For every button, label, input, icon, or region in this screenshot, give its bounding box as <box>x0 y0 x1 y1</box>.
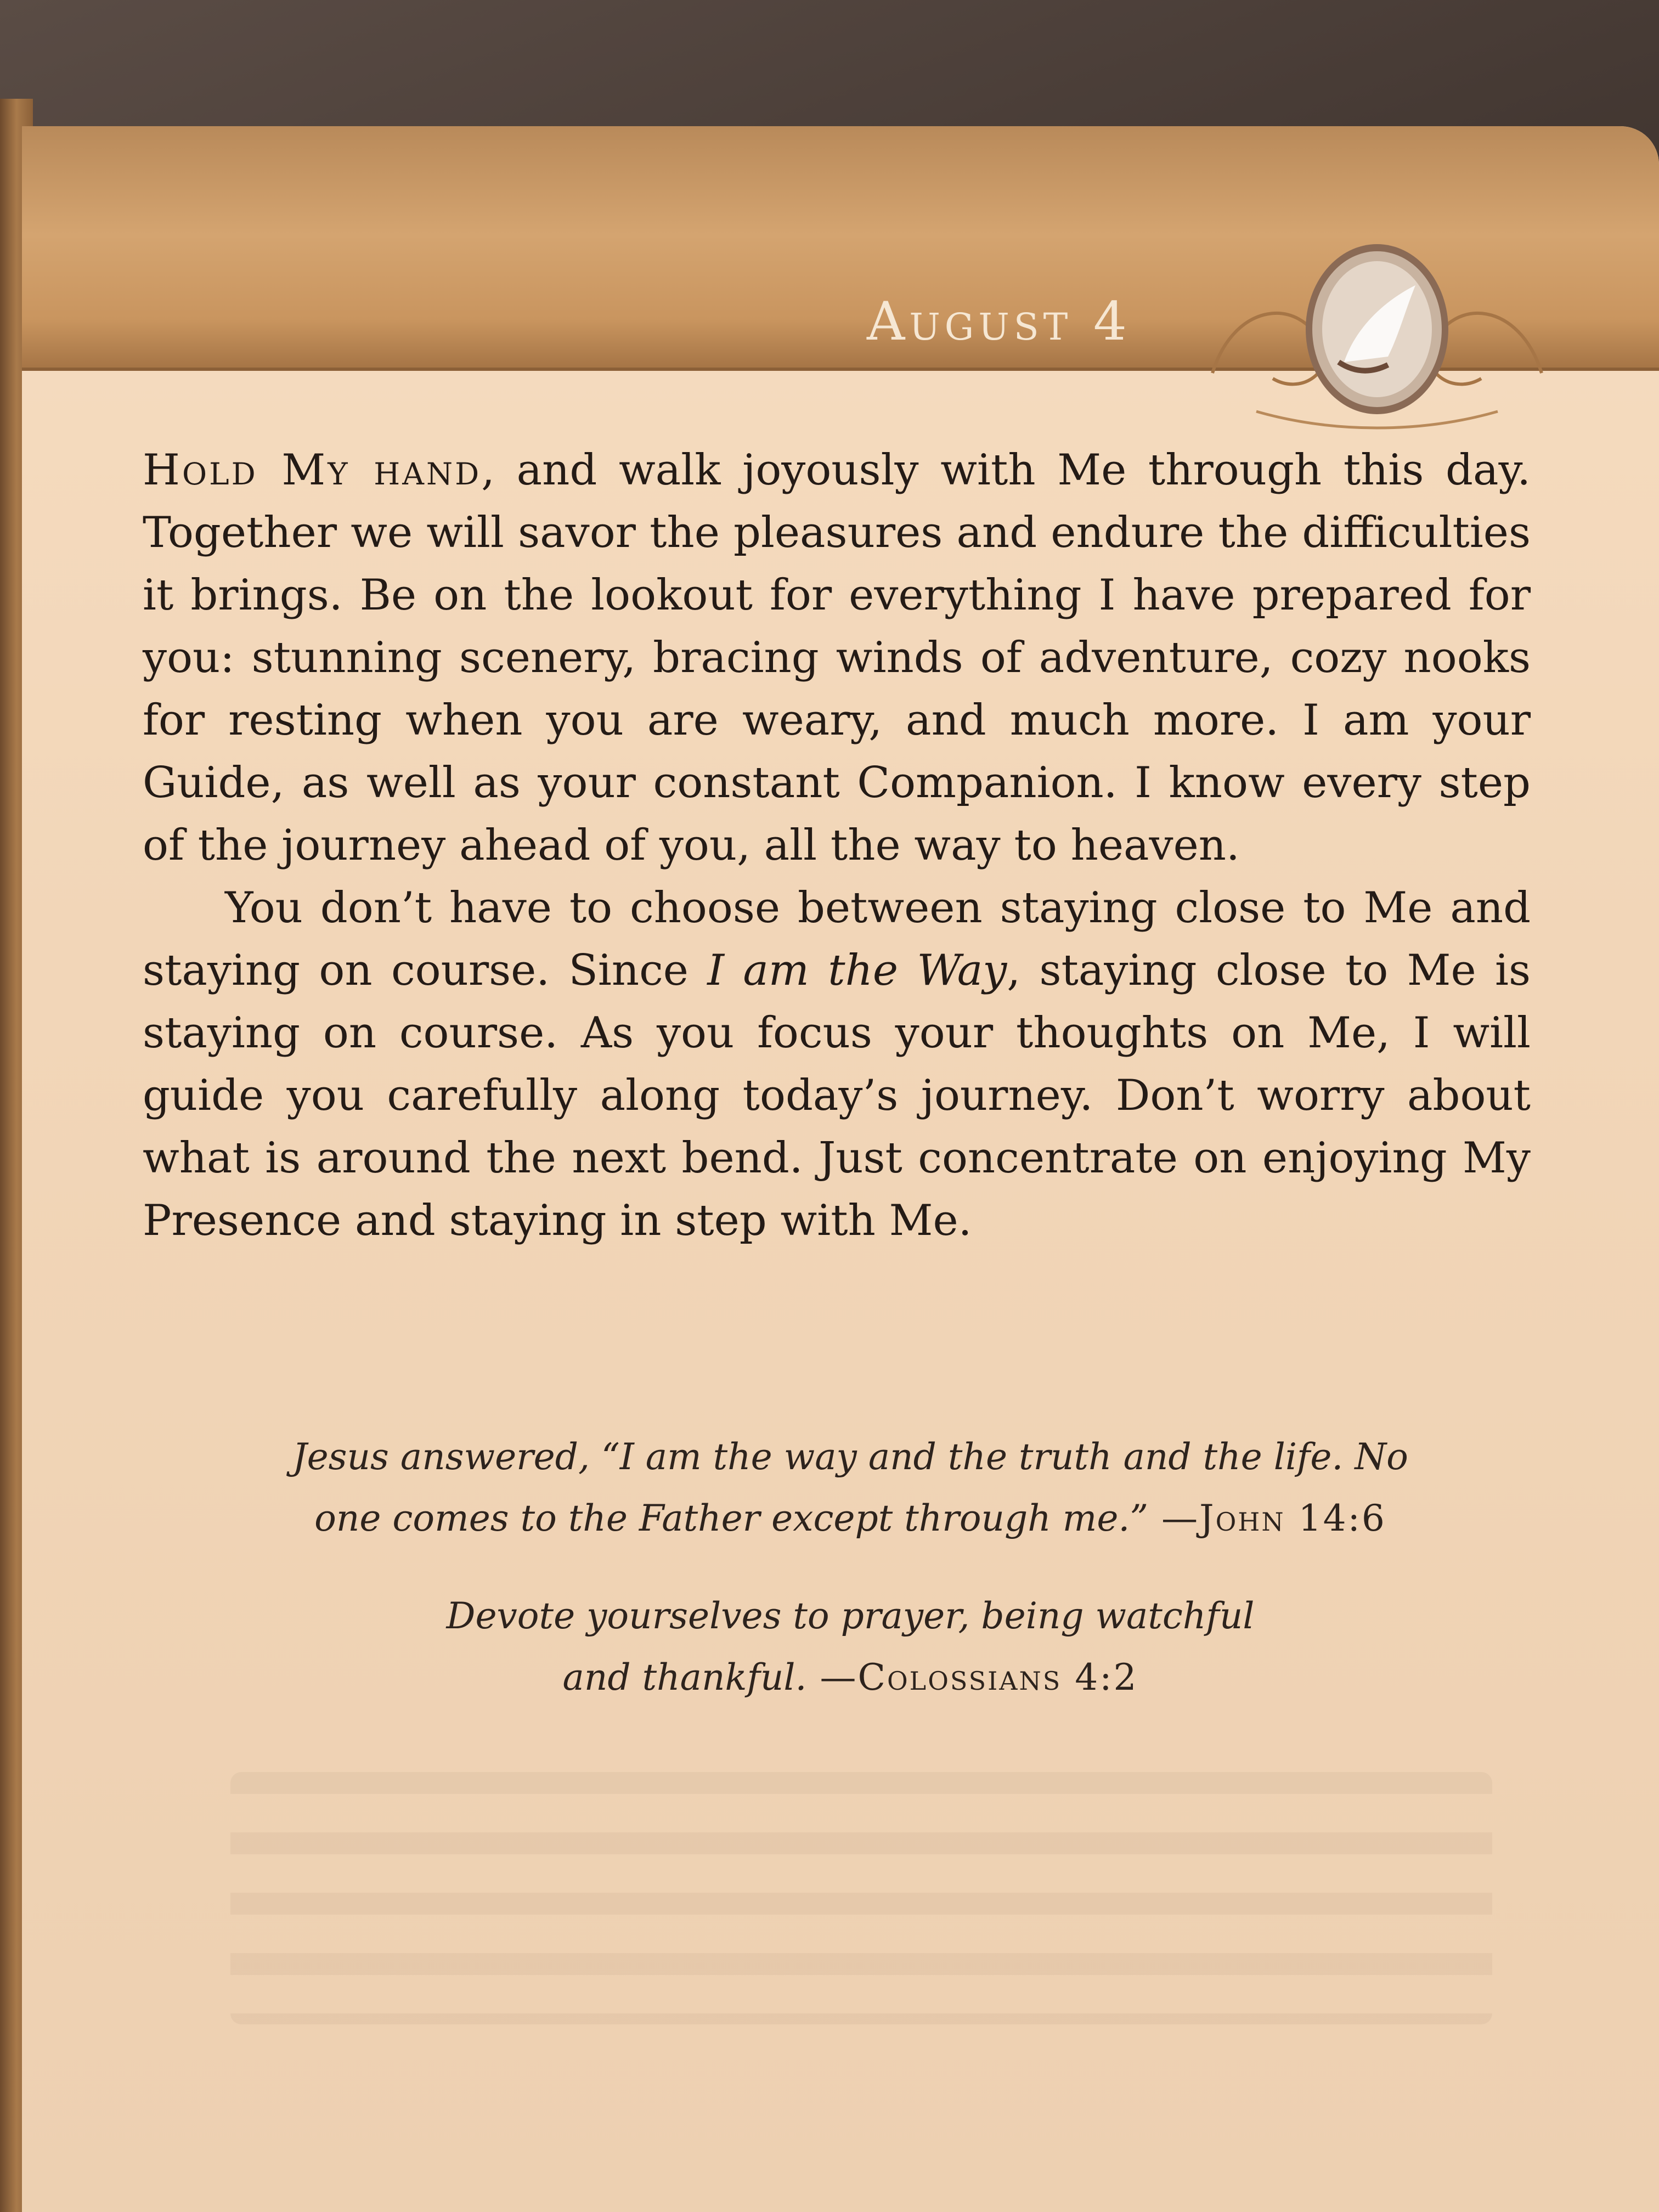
scripture-john <box>252 1426 1448 1549</box>
scripture-colossians <box>252 1585 1448 1708</box>
devotional-text <box>143 439 1531 1252</box>
paragraph-1 <box>143 439 1531 877</box>
show-through-text <box>230 1772 1492 2024</box>
paragraph-2-rest: , staying close to Me is staying on course. As you focus your thoughts on Me, I will guide you carefully along today’s journey. Don’t worry about what is around the next bend. Just concentrate on enjoying My Presence and staying in step with Me. <box>143 946 1531 1245</box>
scripture-john-line-2: one comes to the Father except through me.” <box>314 1497 1149 1539</box>
page-date: August 4 <box>867 291 1131 352</box>
paragraph-2 <box>143 877 1531 1252</box>
scripture-john-reference: —John 14:6 <box>1148 1497 1386 1539</box>
scripture-john-line-1: Jesus answered, “I am the way and the truth and the life. No <box>292 1436 1408 1478</box>
paragraph-2-start: You don’t have to choose between staying close to Me and staying on course. Since <box>143 883 1531 995</box>
scripture-colossians-line-2: and thankful. <box>562 1656 807 1699</box>
dove-medallion-icon <box>1190 236 1564 433</box>
lead-in: Hold My hand <box>143 445 482 495</box>
scripture-colossians-line-1: Devote yourselves to prayer, being watchful <box>446 1595 1255 1637</box>
book-page <box>22 126 1659 2212</box>
paragraph-1-text: , and walk joyously with Me through this day. Together we will savor the pleasures and endure the difficulties it brings. Be on the lookout for everything I have prepared for you: stunning scenery, bracing winds of adventure, cozy nooks for resting when you are weary, and much more. I am your Guide, as well as your constant Companion. I know every step of the journey ahead of you, all the way to heaven. <box>143 445 1531 870</box>
paragraph-2-italic: I am the Way <box>707 946 1007 995</box>
scripture-colossians-reference: —Colossians 4:2 <box>806 1656 1138 1699</box>
